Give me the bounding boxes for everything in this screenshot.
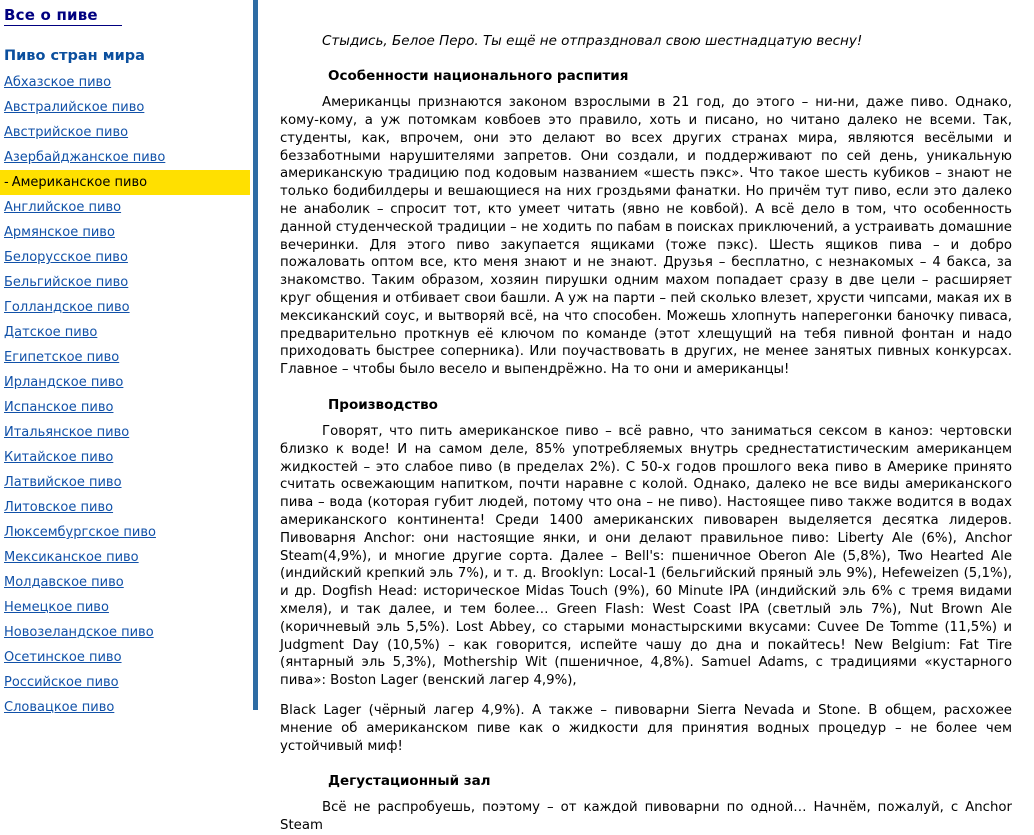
- section-title: Пиво стран мира: [4, 48, 145, 64]
- list-item: [0, 345, 250, 370]
- sidebar-item-label: Английское пиво: [4, 200, 122, 215]
- country-nav-list: [0, 70, 250, 720]
- section-heading-tasting: Дегустационный зал: [328, 773, 491, 790]
- sidebar-item-label: Китайское пиво: [4, 450, 114, 465]
- section-heading-production: Производство: [328, 396, 438, 413]
- site-title: [0, 0, 250, 26]
- sidebar-item-label: Бельгийское пиво: [4, 275, 129, 290]
- paragraph-production-cont: Black Lager (чёрный лагер 4,9%). А также – пивоварни Sierra Nevada и Stone. В общем, расхожее мнение об американском пиве как о жидкости для принятия водных процедур – не более чем устойчивый миф!: [280, 702, 1012, 754]
- sidebar-item-18[interactable]: [0, 520, 250, 545]
- sidebar-item-label: Абхазское пиво: [4, 75, 112, 90]
- list-item: [0, 70, 250, 95]
- list-item: [0, 645, 250, 670]
- list-item: [0, 470, 250, 495]
- paragraph-traditions: Американцы признаются законом взрослыми в 21 год, до этого – ни-ни, даже пиво. Однако, кому-кому, а уж потомкам ковбоев это правило, хоть и писано, но читано далеко не всеми. Так, студенты, как, впрочем, они это делают во всех других странах мира, являются весёлыми и беззаботными нарушителями запретов. Они создали, и поддерживают по сей день, уникальную американскую традицию под кодовым названием «шесть пэкс». Что такое шесть кубиков – знают не только бодибилдеры и вешающиеся на них гроздьями фанатки. Но причём тут пиво, если это далеко не анаболик – спросит тот, кто умеет читать (явно не ковбой). А всё дело в том, что особенность данной студенческой традиции – не ходить по пабам в поисках приключений, а устраивать домашние вечеринки. Для этого пиво закупается ящиками (тоже пэкс). Шесть ящиков пива – и добро пожаловать оптом все, кто меня знают и не знают. Друзья – бесплатно, с незнакомых – 4 бакса, за знакомство. Таким образом, хозяин пирушки одним махом попадает сразу в две цели – расширяет круг общения и отбивает свои башли. А уж на парти – пей сколько влезет, хрусти чипсами, макая их в мексиканский соус, и вытворяй всё, на что способен. Можешь хлопнуть наперегонки баночку пиваса, предварительно проткнув её ключом по команде (этот хлещущий на тебя пивной фонтан и надо приходовать быстрее соперника). Или поучаствовать в других, не менее занятых пивных конкурсах. Главное – чтобы было весело и выпендрёжно. На то они и американцы!: [280, 95, 1012, 378]
- sidebar-item-1[interactable]: [0, 95, 250, 120]
- sidebar-item-label: Словацкое пиво: [4, 700, 115, 715]
- sidebar-item-14[interactable]: [0, 420, 250, 445]
- sidebar-item-23[interactable]: [0, 645, 250, 670]
- sidebar-item-label: Испанское пиво: [4, 400, 114, 415]
- sidebar: [0, 0, 250, 715]
- sidebar-item-label: Египетское пиво: [4, 350, 120, 365]
- sidebar-item-12[interactable]: [0, 370, 250, 395]
- sidebar-item-0[interactable]: [0, 70, 250, 95]
- sidebar-item-label: Ирландское пиво: [4, 375, 124, 390]
- sidebar-item-label: Мексиканское пиво: [4, 550, 139, 565]
- sidebar-item-5[interactable]: [0, 195, 250, 220]
- sidebar-item-17[interactable]: [0, 495, 250, 520]
- sidebar-item-label: Австралийское пиво: [4, 100, 145, 115]
- list-item: [0, 370, 250, 395]
- sidebar-item-label: Новозеландское пиво: [4, 625, 154, 640]
- list-item: [0, 145, 250, 170]
- sidebar-item-label: Литовское пиво: [4, 500, 114, 515]
- sidebar-item-10[interactable]: [0, 320, 250, 345]
- list-item: [0, 445, 250, 470]
- sidebar-item-label: Армянское пиво: [4, 225, 115, 240]
- list-item: [0, 620, 250, 645]
- list-item: [0, 520, 250, 545]
- sidebar-item-label: Молдавское пиво: [4, 575, 124, 590]
- sidebar-item-label: Датское пиво: [4, 325, 98, 340]
- sidebar-item-20[interactable]: [0, 570, 250, 595]
- sidebar-item-label: Белорусское пиво: [4, 250, 128, 265]
- sidebar-item-8[interactable]: [0, 270, 250, 295]
- sidebar-item-label: Латвийское пиво: [4, 475, 122, 490]
- paragraph-tasting: Всё не распробуешь, поэтому – от каждой пивоварни по одной… Начнём, пожалуй, с Anchor Steam: [280, 800, 1012, 834]
- list-item: [0, 220, 250, 245]
- active-marker-icon: -: [4, 175, 9, 190]
- sidebar-item-label: Голландское пиво: [4, 300, 130, 315]
- sidebar-item-9[interactable]: [0, 295, 250, 320]
- article-epigraph: Стыдись, Белое Перо. Ты ещё не отпраздновал свою шестнадцатую весну!: [322, 33, 863, 49]
- list-item: [0, 495, 250, 520]
- list-item: [0, 245, 250, 270]
- list-item: [0, 170, 250, 195]
- sidebar-item-19[interactable]: [0, 545, 250, 570]
- sidebar-item-label: Осетинское пиво: [4, 650, 122, 665]
- list-item: [0, 195, 250, 220]
- sidebar-item-13[interactable]: [0, 395, 250, 420]
- sidebar-item-4[interactable]: [0, 170, 250, 195]
- sidebar-item-6[interactable]: [0, 220, 250, 245]
- sidebar-item-15[interactable]: [0, 445, 250, 470]
- sidebar-item-25[interactable]: [0, 695, 250, 720]
- sidebar-item-label: Австрийское пиво: [4, 125, 129, 140]
- sidebar-item-label: Азербайджанское пиво: [4, 150, 166, 165]
- list-item: [0, 695, 250, 720]
- list-item: [0, 670, 250, 695]
- sidebar-item-7[interactable]: [0, 245, 250, 270]
- sidebar-item-label: Немецкое пиво: [4, 600, 109, 615]
- list-item: [0, 595, 250, 620]
- list-item: [0, 120, 250, 145]
- sidebar-item-label: Итальянское пиво: [4, 425, 130, 440]
- sidebar-item-16[interactable]: [0, 470, 250, 495]
- section-heading-traditions: Особенности национального распития: [328, 68, 629, 85]
- sidebar-item-22[interactable]: [0, 620, 250, 645]
- list-item: [0, 570, 250, 595]
- site-title-text: Все о пиве: [4, 6, 98, 24]
- sidebar-item-21[interactable]: [0, 595, 250, 620]
- paragraph-production: Говорят, что пить американское пиво – всё равно, что заниматься сексом в каноэ: чертовски близко к воде! И на самом деле, 85% употребляемых внутрь среднестатистическим американцем жидкостей – это слабое пиво (в пределах 2%). С 50-х годов прошлого века пиво в Америке принято считать освежающим напитком, почти наравне с колой. Однако, далеко не все виды американского пива – вода (которая губит людей, потому что она – не пиво). Настоящее пиво также водится в водах американского континента! Среди 1400 американских пивоварен выделяется десятка лидеров. Пивоварня Anchor: они настоящие янки, и они делают правильное пиво: Liberty Ale (6%), Anchor Steam(4,9%), и многие другие сорта. Далее – Bell's: пшеничное Oberon Ale (5,8%), Two Hearted Ale (индийский крепкий эль 7%), и т. д. Brooklyn: Local-1 (бельгийский пряный эль 9%), Hefeweizen (5,1%), и др. Dogfish Head: историческое Midas Touch (9%), 60 Minute IPA (индийский эль 6% с тремя видами хмеля), и так далее, и тем более… Green Flash: West Coast IPA (светлый эль 7%), Nut Brown Ale (коричневый эль 5,5%). Lost Abbey, со старыми монастырскими вкусами: Cuvee De Tomme (11,5%) и Judgment Day (10,5%) – как говорится, испейте чашу до дна и покайтесь! New Belgium: Fat Tire (янтарный эль 5,3%), Mothership Wit (пшеничное, 4,8%). Samuel Adams, с традициями «кустарного пива»: Boston Lager (венский лагер 4,9%),: [280, 423, 1012, 689]
- list-item: [0, 395, 250, 420]
- list-item: [0, 545, 250, 570]
- list-item: [0, 270, 250, 295]
- sidebar-item-label: Люксембургское пиво: [4, 525, 156, 540]
- list-item: [0, 320, 250, 345]
- sidebar-item-2[interactable]: [0, 120, 250, 145]
- article-content: [258, 0, 1034, 834]
- list-item: [0, 420, 250, 445]
- sidebar-item-3[interactable]: [0, 145, 250, 170]
- sidebar-item-11[interactable]: [0, 345, 250, 370]
- sidebar-item-label: Российское пиво: [4, 675, 119, 690]
- sidebar-item-24[interactable]: [0, 670, 250, 695]
- list-item: [0, 95, 250, 120]
- sidebar-item-label: Американское пиво: [11, 175, 148, 190]
- list-item: [0, 295, 250, 320]
